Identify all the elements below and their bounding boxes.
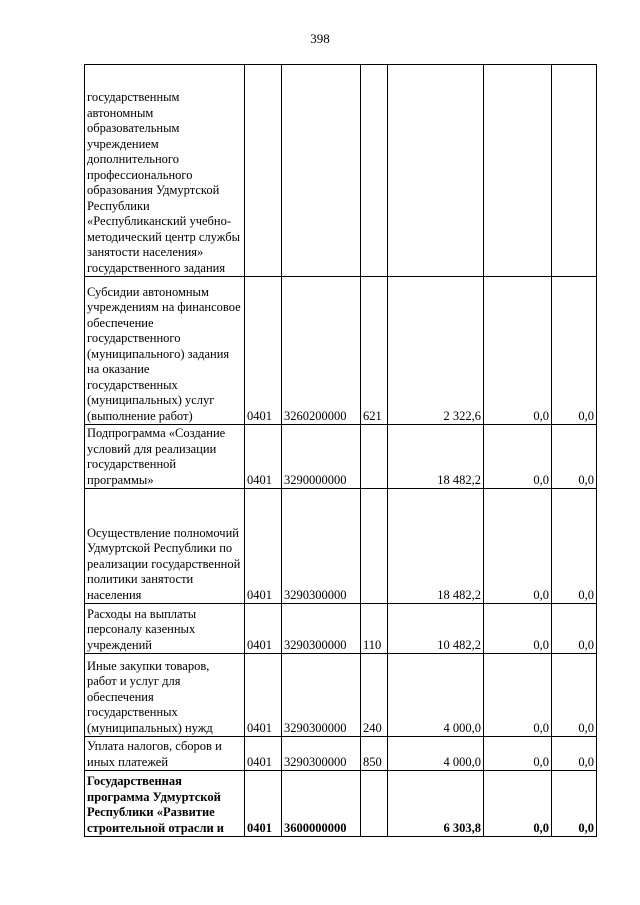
- page-number: 398: [310, 31, 330, 46]
- row-rz: 0401: [245, 489, 282, 604]
- budget-table: [84, 64, 597, 837]
- row-name: Иные закупки товаров, работ и услуг для обеспечения государственных (муниципальных) нужд: [85, 654, 245, 737]
- row-sum2: 0,0: [484, 737, 552, 771]
- row-csr: 3290300000: [282, 489, 361, 604]
- row-sum1: 18 482,2: [388, 489, 484, 604]
- table-row: [85, 277, 597, 425]
- row-sum3: 0,0: [552, 277, 597, 425]
- row-sum2: 0,0: [484, 489, 552, 604]
- table-row: [85, 604, 597, 654]
- row-vr: [361, 771, 388, 837]
- row-sum2: [484, 65, 552, 277]
- table-row: [85, 65, 597, 277]
- row-name: Осуществление полномочий Удмуртской Республики по реализации государственной политики занятости населения: [85, 489, 245, 604]
- row-vr: [361, 65, 388, 277]
- row-csr: [282, 65, 361, 277]
- row-sum1: 4 000,0: [388, 737, 484, 771]
- row-sum3: 0,0: [552, 771, 597, 837]
- row-vr: 850: [361, 737, 388, 771]
- row-rz: 0401: [245, 737, 282, 771]
- row-sum1: 4 000,0: [388, 654, 484, 737]
- row-csr: 3290000000: [282, 425, 361, 489]
- row-rz: 0401: [245, 771, 282, 837]
- row-vr: 110: [361, 604, 388, 654]
- row-sum2: 0,0: [484, 604, 552, 654]
- row-sum3: 0,0: [552, 737, 597, 771]
- row-csr: 3260200000: [282, 277, 361, 425]
- row-sum2: 0,0: [484, 771, 552, 837]
- row-rz: 0401: [245, 604, 282, 654]
- row-rz: 0401: [245, 654, 282, 737]
- row-name: Государственная программа Удмуртской Республики «Развитие строительной отрасли и: [85, 771, 245, 837]
- row-vr: 621: [361, 277, 388, 425]
- row-sum2: 0,0: [484, 277, 552, 425]
- table-row: [85, 771, 597, 837]
- row-sum3: 0,0: [552, 489, 597, 604]
- row-name: Подпрограмма «Создание условий для реализации государственной программы»: [85, 425, 245, 489]
- row-rz: [245, 65, 282, 277]
- row-name: Расходы на выплаты персоналу казенных учреждений: [85, 604, 245, 654]
- row-sum2: 0,0: [484, 654, 552, 737]
- row-sum3: [552, 65, 597, 277]
- table-row: [85, 489, 597, 604]
- row-sum3: 0,0: [552, 425, 597, 489]
- table-row: [85, 737, 597, 771]
- row-sum2: 0,0: [484, 425, 552, 489]
- row-sum3: 0,0: [552, 654, 597, 737]
- row-sum3: 0,0: [552, 604, 597, 654]
- row-csr: 3290300000: [282, 737, 361, 771]
- row-sum1: 10 482,2: [388, 604, 484, 654]
- row-sum1: 18 482,2: [388, 425, 484, 489]
- table-row: [85, 425, 597, 489]
- row-rz: 0401: [245, 277, 282, 425]
- row-sum1: 2 322,6: [388, 277, 484, 425]
- row-name: Субсидии автономным учреждениям на финансовое обеспечение государственного (муниципального) задания на оказание государственных (муниципальных) услуг (выполнение работ): [85, 277, 245, 425]
- row-sum1: 6 303,8: [388, 771, 484, 837]
- row-csr: 3290300000: [282, 604, 361, 654]
- row-csr: 3600000000: [282, 771, 361, 837]
- row-rz: 0401: [245, 425, 282, 489]
- table-row: [85, 654, 597, 737]
- row-sum1: [388, 65, 484, 277]
- row-vr: [361, 489, 388, 604]
- row-vr: 240: [361, 654, 388, 737]
- row-vr: [361, 425, 388, 489]
- row-csr: 3290300000: [282, 654, 361, 737]
- row-name: Уплата налогов, сборов и иных платежей: [85, 737, 245, 771]
- row-name: государственным автономным образовательным учреждением дополнительного профессионального образования Удмуртской Республики «Республиканский учебно-методический центр службы занятости населения» государственного задания: [85, 65, 245, 277]
